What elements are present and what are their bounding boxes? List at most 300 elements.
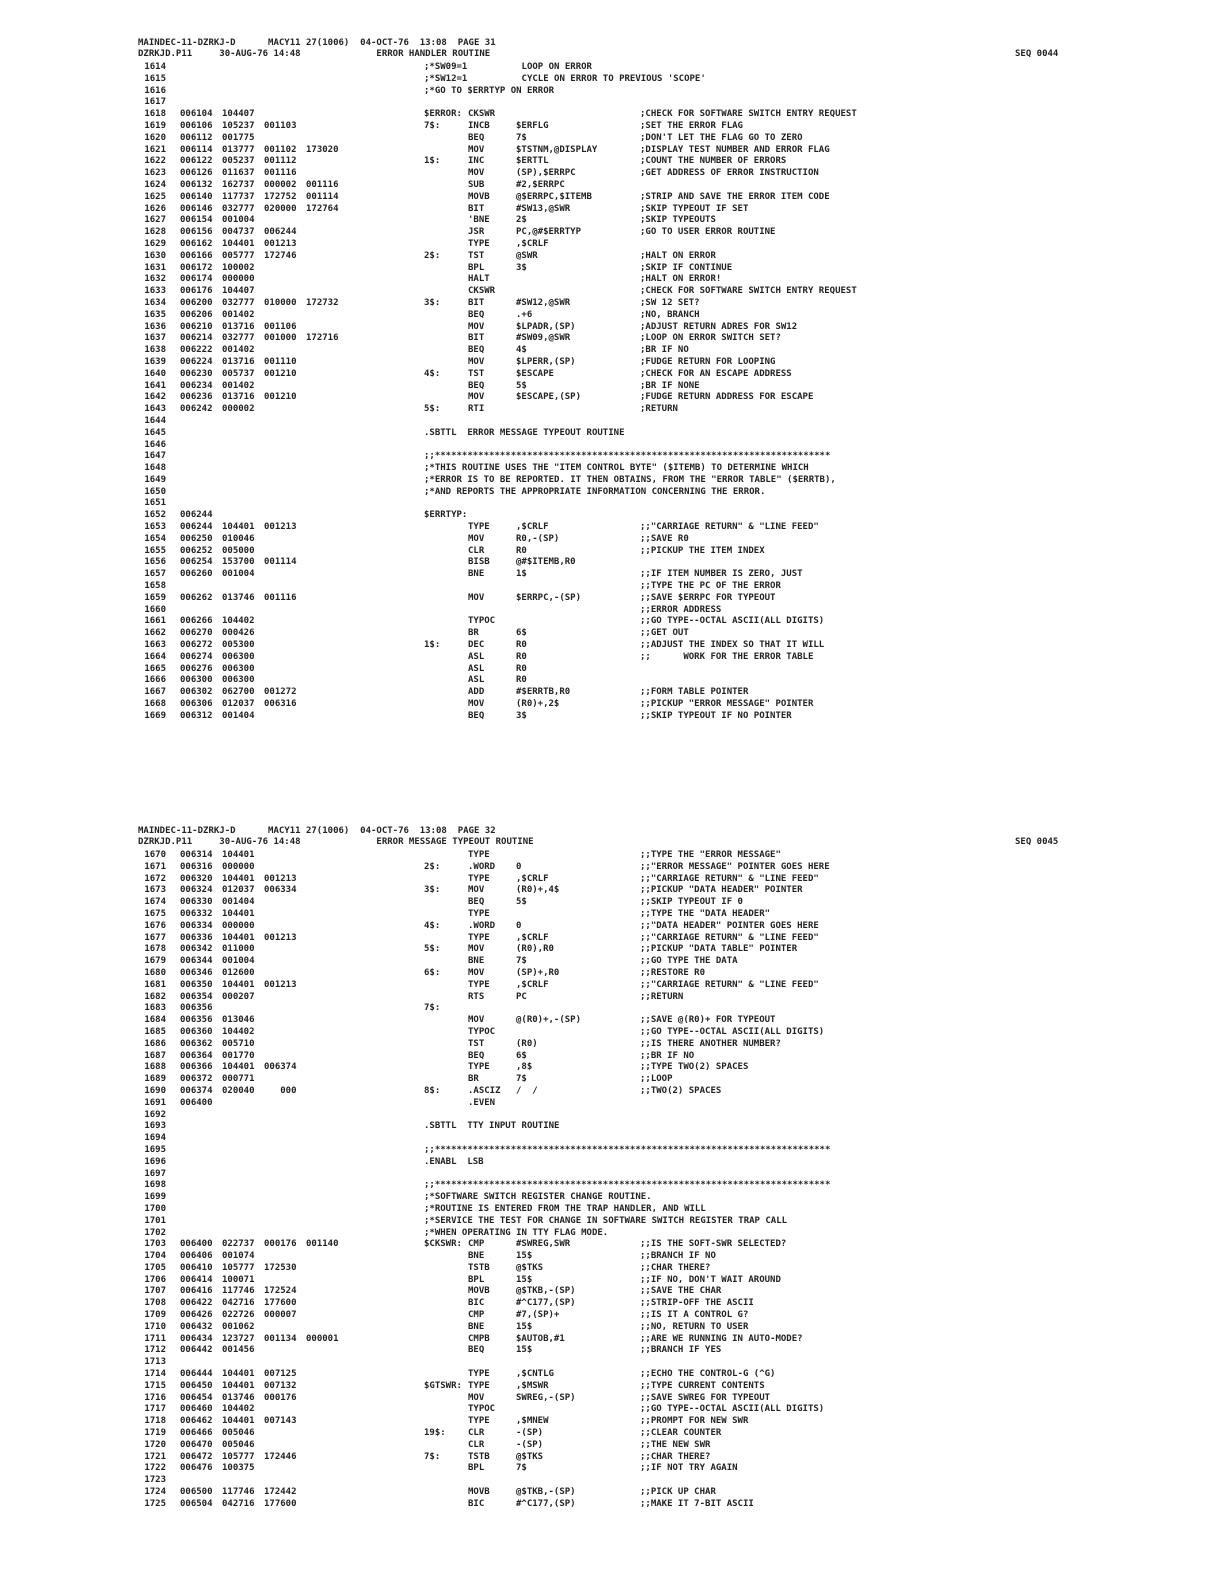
line-number: 1623 xyxy=(144,168,166,179)
line-number: 1643 xyxy=(144,404,166,415)
address: 006154 xyxy=(180,215,213,226)
source-operands: SWREG,-(SP) xyxy=(516,1392,576,1403)
object-word-1: 011637 xyxy=(222,168,255,179)
listing-line xyxy=(0,1298,1224,1310)
listing-line xyxy=(0,1051,1224,1063)
line-number: 1710 xyxy=(144,1321,166,1332)
object-word-2: 020000 xyxy=(264,203,297,214)
line-number: 1655 xyxy=(144,545,166,556)
line-number: 1693 xyxy=(144,1121,166,1132)
listing-line xyxy=(0,944,1224,956)
line-number: 1641 xyxy=(144,380,166,391)
line-number: 1705 xyxy=(144,1262,166,1273)
source-opcode: BEQ xyxy=(468,345,485,356)
line-number: 1637 xyxy=(144,333,166,344)
source-opcode: CLR xyxy=(468,1439,485,1450)
listing-line xyxy=(0,369,1224,381)
source-operands: $ESCAPE xyxy=(516,368,554,379)
source-comment: ;STRIP AND SAVE THE ERROR ITEM CODE xyxy=(640,191,830,202)
address: 006356 xyxy=(180,1003,213,1014)
line-number: 1642 xyxy=(144,392,166,403)
address: 006104 xyxy=(180,109,213,120)
object-word-3: 001140 xyxy=(306,1239,339,1250)
source-opcode: BIT xyxy=(468,297,485,308)
source-opcode: INCB xyxy=(468,120,490,131)
object-word-1: 005300 xyxy=(222,640,255,651)
source-comment: ;;CHAR THERE? xyxy=(640,1262,711,1273)
line-number: 1666 xyxy=(144,675,166,686)
object-word-3: 172716 xyxy=(306,333,339,344)
listing-line xyxy=(0,1145,1224,1157)
object-word-1: 105777 xyxy=(222,1262,255,1273)
line-number: 1704 xyxy=(144,1251,166,1262)
listing-line xyxy=(0,1169,1224,1181)
line-number: 1651 xyxy=(144,498,166,509)
line-number: 1676 xyxy=(144,920,166,931)
object-word-1: 104402 xyxy=(222,616,255,627)
listing-line xyxy=(0,1239,1224,1251)
source-opcode: .EVEN xyxy=(468,1097,496,1108)
listing-line xyxy=(0,1003,1224,1015)
listing-page-32 xyxy=(0,826,1224,1511)
listing-line xyxy=(0,1275,1224,1287)
source-opcode: TYPOC xyxy=(468,616,496,627)
address: 006312 xyxy=(180,710,213,721)
source-opcode: INC xyxy=(468,156,485,167)
object-word-1: 006300 xyxy=(222,675,255,686)
source-operands: 0 xyxy=(516,861,522,872)
object-word-1: 005237 xyxy=(222,156,255,167)
source-comment: ;;"CARRIAGE RETURN" & "LINE FEED" xyxy=(640,932,819,943)
line-number: 1626 xyxy=(144,203,166,214)
source-opcode: MOV xyxy=(468,944,485,955)
address: 006316 xyxy=(180,861,213,872)
source-comment: ;;ADJUST THE INDEX SO THAT IT WILL xyxy=(640,640,825,651)
line-number: 1701 xyxy=(144,1215,166,1226)
listing-line xyxy=(0,1062,1224,1074)
listing-line xyxy=(0,97,1224,109)
line-number: 1659 xyxy=(144,592,166,603)
source-opcode: TYPE xyxy=(468,873,490,884)
source-opcode: BPL xyxy=(468,1274,485,1285)
source-operands: (SP)+,R0 xyxy=(516,967,560,978)
object-word-1: 012600 xyxy=(222,967,255,978)
listing-line xyxy=(0,1381,1224,1393)
source-opcode: TYPE xyxy=(468,850,490,860)
address: 006356 xyxy=(180,1015,213,1026)
listing-line xyxy=(0,1393,1224,1405)
line-number: 1629 xyxy=(144,238,166,249)
address: 006252 xyxy=(180,545,213,556)
line-number: 1684 xyxy=(144,1015,166,1026)
object-word-2: 001213 xyxy=(264,873,297,884)
line-number: 1618 xyxy=(144,109,166,120)
listing-line xyxy=(0,687,1224,699)
source-opcode: HALT xyxy=(468,274,490,285)
object-word-1: 000002 xyxy=(222,404,255,415)
object-word-2: 006244 xyxy=(264,227,297,238)
source-opcode: BISB xyxy=(468,557,490,568)
source-comment: ;;IF NOT TRY AGAIN xyxy=(640,1463,738,1474)
source-label: $ERROR: xyxy=(424,109,462,120)
source-comment: ;;SAVE THE CHAR xyxy=(640,1286,722,1297)
source-opcode: BIC xyxy=(468,1498,485,1509)
source-comment: ;; WORK FOR THE ERROR TABLE xyxy=(640,651,814,662)
address: 006346 xyxy=(180,967,213,978)
address: 006500 xyxy=(180,1487,213,1498)
object-word-3: 172764 xyxy=(306,203,339,214)
source-label: 1$: xyxy=(424,640,441,651)
source-comment: ;DISPLAY TEST NUMBER AND ERROR FLAG xyxy=(640,144,830,155)
source-opcode: .ASCIZ xyxy=(468,1085,501,1096)
source-opcode: TSTB xyxy=(468,1262,490,1273)
object-word-1: 162737 xyxy=(222,179,255,190)
object-word-2: 007132 xyxy=(264,1380,297,1391)
line-number: 1665 xyxy=(144,663,166,674)
address: 006442 xyxy=(180,1345,213,1356)
line-number: 1674 xyxy=(144,897,166,908)
source-opcode: .WORD xyxy=(468,920,496,931)
object-word-1: 001074 xyxy=(222,1251,255,1262)
object-word-1: 100071 xyxy=(222,1274,255,1285)
source-operands: ,$CNTLG xyxy=(516,1369,554,1380)
object-word-2: 001103 xyxy=(264,120,297,131)
object-word-1: 104407 xyxy=(222,286,255,297)
object-word-2: 172446 xyxy=(264,1451,297,1462)
source-opcode: TYPE xyxy=(468,979,490,990)
line-number: 1628 xyxy=(144,227,166,238)
source-comment: ;;ERROR ADDRESS xyxy=(640,604,722,615)
object-word-2: 172746 xyxy=(264,250,297,261)
source-operands: ,$MSWR xyxy=(516,1380,549,1391)
source-comment: ;;SAVE R0 xyxy=(640,533,689,544)
line-number: 1627 xyxy=(144,215,166,226)
source-operands: PC,@#$ERRTYP xyxy=(516,227,582,238)
header-file-line: DZRKJD.P11 30-AUG-76 14:48 ERROR MESSAGE TYPEOUT ROUTINE xyxy=(138,837,534,847)
object-word-1: 001775 xyxy=(222,132,255,143)
source-opcode: BEQ xyxy=(468,897,485,908)
listing-line xyxy=(0,1404,1224,1416)
source-comment: ;SW 12 SET? xyxy=(640,297,700,308)
source-opcode: SUB xyxy=(468,179,485,190)
listing-line xyxy=(0,522,1224,534)
listing-page-31 xyxy=(0,38,1224,723)
source-opcode: ASL xyxy=(468,675,485,686)
object-word-1: 013716 xyxy=(222,356,255,367)
line-number: 1694 xyxy=(144,1133,166,1144)
source-text: ;*THIS ROUTINE USES THE "ITEM CONTROL BYTE" ($ITEMB) TO DETERMINE WHICH xyxy=(424,463,809,474)
listing-line xyxy=(0,1369,1224,1381)
source-opcode: MOVB xyxy=(468,191,490,202)
source-operands: @#$ITEMB,R0 xyxy=(516,557,576,568)
source-operands: 7$ xyxy=(516,1074,527,1085)
address: 006406 xyxy=(180,1251,213,1262)
listing-line xyxy=(0,1216,1224,1228)
address: 006222 xyxy=(180,345,213,356)
object-word-1: 117737 xyxy=(222,191,255,202)
source-opcode: DEC xyxy=(468,640,485,651)
source-operands: R0 xyxy=(516,675,527,686)
listing-line xyxy=(0,1499,1224,1511)
source-operands: #SWREG,SWR xyxy=(516,1239,571,1250)
object-word-1: 010046 xyxy=(222,533,255,544)
listing-line xyxy=(0,498,1224,510)
address: 006244 xyxy=(180,510,213,521)
line-number: 1668 xyxy=(144,699,166,710)
source-operands: ,$CRLF xyxy=(516,932,549,943)
address: 006314 xyxy=(180,850,213,860)
source-opcode: CLR xyxy=(468,545,485,556)
source-comment: ;;THE NEW SWR xyxy=(640,1439,711,1450)
source-comment: ;;GO TYPE--OCTAL ASCII(ALL DIGITS) xyxy=(640,616,825,627)
address: 006174 xyxy=(180,274,213,285)
address: 006242 xyxy=(180,404,213,415)
source-operands: $ERTTL xyxy=(516,156,549,167)
source-comment: ;;ECHO THE CONTROL-G (^G) xyxy=(640,1369,776,1380)
source-opcode: TYPE xyxy=(468,932,490,943)
object-word-1: 005737 xyxy=(222,368,255,379)
source-comment: ;;GO TYPE--OCTAL ASCII(ALL DIGITS) xyxy=(640,1404,825,1415)
source-operands: 15$ xyxy=(516,1251,533,1262)
line-number: 1622 xyxy=(144,156,166,167)
source-opcode: BEQ xyxy=(468,1050,485,1061)
source-comment: ;;SAVE @(R0)+ FOR TYPEOUT xyxy=(640,1015,776,1026)
source-label: 3$: xyxy=(424,885,441,896)
line-number: 1635 xyxy=(144,309,166,320)
line-number: 1631 xyxy=(144,262,166,273)
source-comment: ;;TYPE THE "DATA HEADER" xyxy=(640,908,771,919)
source-comment: ;;IF ITEM NUMBER IS ZERO, JUST xyxy=(640,569,803,580)
line-number: 1663 xyxy=(144,640,166,651)
line-number: 1719 xyxy=(144,1428,166,1439)
listing-line xyxy=(0,699,1224,711)
source-opcode: ADD xyxy=(468,687,485,698)
address: 006364 xyxy=(180,1050,213,1061)
listing-line xyxy=(0,1334,1224,1346)
source-opcode: BNE xyxy=(468,1251,485,1262)
listing-line xyxy=(0,992,1224,1004)
listing-line xyxy=(0,1322,1224,1334)
address: 006472 xyxy=(180,1451,213,1462)
source-operands: ,$CRLF xyxy=(516,873,549,884)
line-number: 1685 xyxy=(144,1026,166,1037)
listing-line xyxy=(0,357,1224,369)
source-comment: ;;IF NO, DON'T WAIT AROUND xyxy=(640,1274,781,1285)
address: 006360 xyxy=(180,1026,213,1037)
listing-line xyxy=(0,1039,1224,1051)
address: 006112 xyxy=(180,132,213,143)
source-comment: ;BR IF NONE xyxy=(640,380,700,391)
object-word-2: 001000 xyxy=(264,333,297,344)
listing-line xyxy=(0,156,1224,168)
source-comment: ;;SAVE $ERRPC FOR TYPEOUT xyxy=(640,592,776,603)
listing-line xyxy=(0,428,1224,440)
source-opcode: 'BNE xyxy=(468,215,490,226)
object-word-1: 100002 xyxy=(222,262,255,273)
line-number: 1690 xyxy=(144,1085,166,1096)
source-comment: ;SKIP TYPEOUTS xyxy=(640,215,716,226)
object-word-2: 001210 xyxy=(264,392,297,403)
object-word-1: 117746 xyxy=(222,1286,255,1297)
listing-line xyxy=(0,1357,1224,1369)
object-word-1: 012037 xyxy=(222,885,255,896)
source-operands: #SW09,@SWR xyxy=(516,333,571,344)
address: 006320 xyxy=(180,873,213,884)
listing-line xyxy=(0,1074,1224,1086)
line-number: 1647 xyxy=(144,451,166,462)
source-comment: ;NO, BRANCH xyxy=(640,309,700,320)
line-number: 1656 xyxy=(144,557,166,568)
source-opcode: MOV xyxy=(468,967,485,978)
source-comment: ;;IS THERE ANOTHER NUMBER? xyxy=(640,1038,781,1049)
listing-line xyxy=(0,1286,1224,1298)
address: 006504 xyxy=(180,1498,213,1509)
line-number: 1679 xyxy=(144,956,166,967)
source-text: ;*ERROR IS TO BE REPORTED. IT THEN OBTAINS, FROM THE "ERROR TABLE" ($ERRTB), xyxy=(424,474,836,485)
source-comment: ;;ARE WE RUNNING IN AUTO-MODE? xyxy=(640,1333,803,1344)
source-opcode: MOV xyxy=(468,885,485,896)
source-operands: 15$ xyxy=(516,1321,533,1332)
object-word-2: 000007 xyxy=(264,1310,297,1321)
source-comment: ;;PICK UP CHAR xyxy=(640,1487,716,1498)
source-text: ;*WHEN OPERATING IN TTY FLAG MODE. xyxy=(424,1227,609,1238)
address: 006122 xyxy=(180,156,213,167)
source-operands: R0 xyxy=(516,545,527,556)
source-opcode: RTI xyxy=(468,404,485,415)
object-word-1: 104402 xyxy=(222,1404,255,1415)
address: 006234 xyxy=(180,380,213,391)
sequence-number: SEQ 0045 xyxy=(1015,837,1059,847)
line-number: 1661 xyxy=(144,616,166,627)
listing-line xyxy=(0,510,1224,522)
source-opcode: MOV xyxy=(468,168,485,179)
address: 006224 xyxy=(180,356,213,367)
listing-line xyxy=(0,1428,1224,1440)
object-word-1: 104401 xyxy=(222,1369,255,1380)
source-opcode: .WORD xyxy=(468,861,496,872)
source-operands: 7$ xyxy=(516,956,527,967)
address: 006324 xyxy=(180,885,213,896)
object-word-1: 001456 xyxy=(222,1345,255,1356)
listing-line xyxy=(0,1204,1224,1216)
listing-line xyxy=(0,451,1224,463)
source-label: $GTSWR: xyxy=(424,1380,462,1391)
source-comment: ;;CHAR THERE? xyxy=(640,1451,711,1462)
address: 006476 xyxy=(180,1463,213,1474)
listing-line xyxy=(0,145,1224,157)
listing-line xyxy=(0,487,1224,499)
source-operands: #SW12,@SWR xyxy=(516,297,571,308)
line-number: 1657 xyxy=(144,569,166,580)
address: 006172 xyxy=(180,262,213,273)
address: 006460 xyxy=(180,1404,213,1415)
object-word-1: 013777 xyxy=(222,144,255,155)
object-word-1: 104401 xyxy=(222,522,255,533)
source-label: 4$: xyxy=(424,368,441,379)
object-word-1: 032777 xyxy=(222,203,255,214)
source-operands: 3$ xyxy=(516,710,527,721)
address: 006414 xyxy=(180,1274,213,1285)
line-number: 1696 xyxy=(144,1156,166,1167)
object-word-2: 000176 xyxy=(264,1392,297,1403)
listing-line xyxy=(0,933,1224,945)
source-opcode: CMP xyxy=(468,1310,485,1321)
source-opcode: TYPE xyxy=(468,908,490,919)
source-comment: ;;CLEAR COUNTER xyxy=(640,1428,722,1439)
listing-line xyxy=(0,874,1224,886)
address: 006214 xyxy=(180,333,213,344)
object-word-1: 032777 xyxy=(222,333,255,344)
line-number: 1687 xyxy=(144,1050,166,1061)
source-operands: #SW13,@SWR xyxy=(516,203,571,214)
object-word-3: 000001 xyxy=(306,1333,339,1344)
listing-line xyxy=(0,909,1224,921)
listing-line xyxy=(0,921,1224,933)
source-operands: 15$ xyxy=(516,1345,533,1356)
source-opcode: CKSWR xyxy=(468,109,496,120)
object-word-1: 013046 xyxy=(222,1015,255,1026)
line-number: 1713 xyxy=(144,1357,166,1368)
object-word-1: 004737 xyxy=(222,227,255,238)
listing-line xyxy=(0,616,1224,628)
source-opcode: TYPE xyxy=(468,1416,490,1427)
listing-line xyxy=(0,980,1224,992)
object-word-1: 001004 xyxy=(222,569,255,580)
address: 006470 xyxy=(180,1439,213,1450)
object-word-2: 001114 xyxy=(264,557,297,568)
source-opcode: TST xyxy=(468,250,485,261)
source-opcode: ASL xyxy=(468,663,485,674)
object-word-1: 104402 xyxy=(222,1026,255,1037)
source-operands: #$ERRTB,R0 xyxy=(516,687,571,698)
source-opcode: CMP xyxy=(468,1239,485,1250)
address: 006254 xyxy=(180,557,213,568)
object-word-1: 104401 xyxy=(222,1380,255,1391)
line-number: 1662 xyxy=(144,628,166,639)
address: 006432 xyxy=(180,1321,213,1332)
address: 006260 xyxy=(180,569,213,580)
line-number: 1721 xyxy=(144,1451,166,1462)
line-number: 1654 xyxy=(144,533,166,544)
source-opcode: BNE xyxy=(468,569,485,580)
object-word-1: 104401 xyxy=(222,238,255,249)
source-comment: ;SKIP IF CONTINUE xyxy=(640,262,733,273)
object-word-1: 001004 xyxy=(222,956,255,967)
object-word-2: 172530 xyxy=(264,1262,297,1273)
code-listing xyxy=(0,62,1224,723)
line-number: 1617 xyxy=(144,97,166,108)
listing-line xyxy=(0,1157,1224,1169)
address: 006332 xyxy=(180,908,213,919)
source-opcode: TYPE xyxy=(468,238,490,249)
source-operands: @$ERRPC,$ITEMB xyxy=(516,191,592,202)
listing-line xyxy=(0,416,1224,428)
source-label: 6$: xyxy=(424,967,441,978)
address: 006354 xyxy=(180,991,213,1002)
source-operands: @$TKB,-(SP) xyxy=(516,1487,576,1498)
object-word-1: 000000 xyxy=(222,861,255,872)
source-comment: ;LOOP ON ERROR SWITCH SET? xyxy=(640,333,781,344)
line-number: 1645 xyxy=(144,427,166,438)
address: 006450 xyxy=(180,1380,213,1391)
object-word-1: 100375 xyxy=(222,1463,255,1474)
line-number: 1717 xyxy=(144,1404,166,1415)
source-operands: (R0)+,2$ xyxy=(516,699,560,710)
object-word-2: 001106 xyxy=(264,321,297,332)
source-opcode: MOV xyxy=(468,1015,485,1026)
object-word-1: 000207 xyxy=(222,991,255,1002)
object-word-1: 104401 xyxy=(222,979,255,990)
